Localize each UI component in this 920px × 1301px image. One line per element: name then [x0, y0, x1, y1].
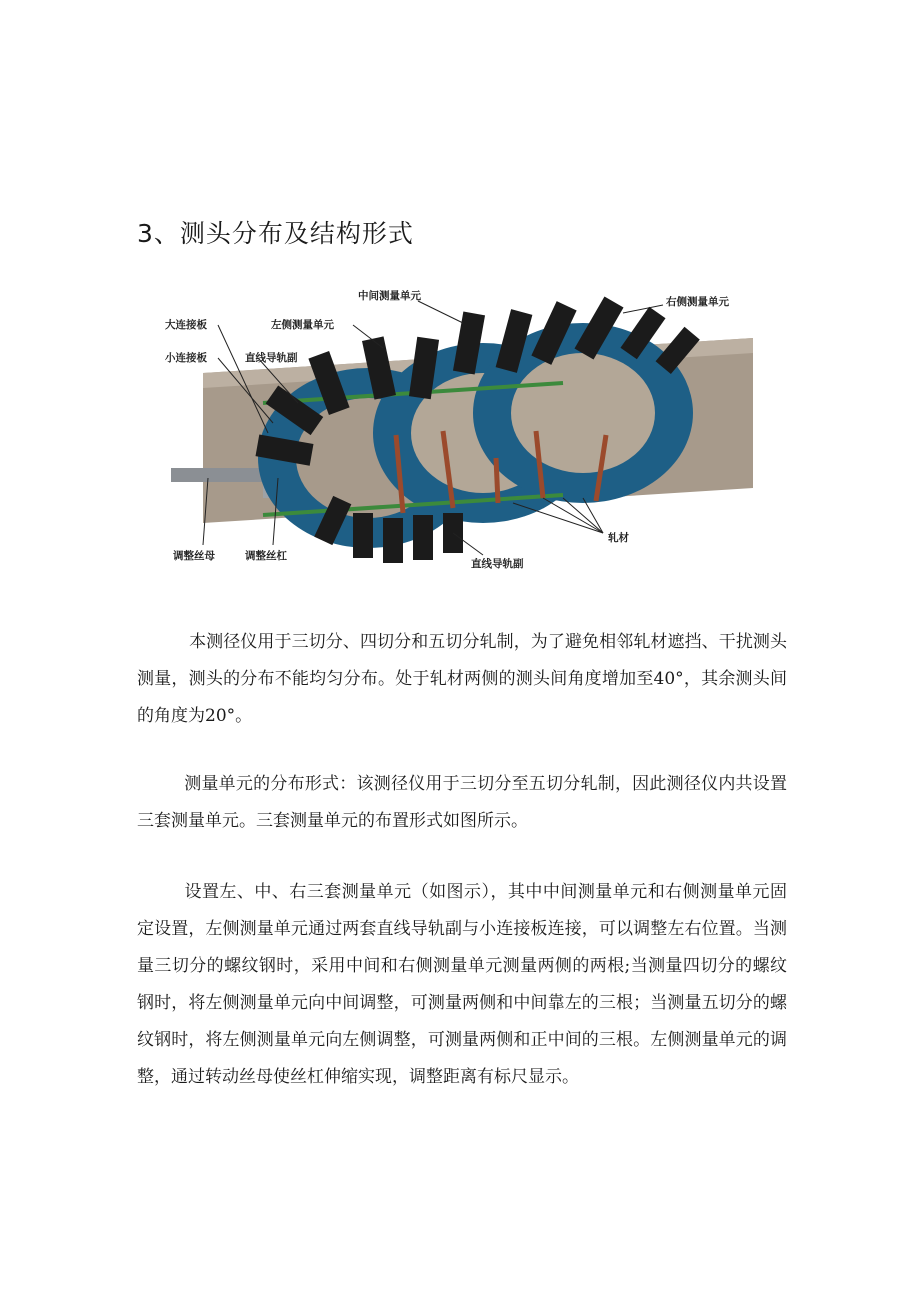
label-rolled-material: 轧材	[608, 532, 629, 544]
label-right-unit: 右侧测量单元	[666, 296, 729, 308]
rolled-rod	[496, 458, 498, 503]
label-small-plate: 小连接板	[165, 352, 207, 364]
label-linear-rail-bottom: 直线导轨副	[471, 558, 524, 570]
paragraph-unit-adjustment: 设置左、中、右三套测量单元（如图示），其中中间测量单元和右侧测量单元固定设置，左侧测量单元通过两套直线导轨副与小连接板连接，可以调整左右位置。当测量三切分的螺纹钢时，采用中间和右侧测量单元测量两侧的两根;当测量四切分的螺纹钢时，将左侧测量单元向中间调整，可测量两侧和中间靠左的三根；当测量五切分的螺纹钢时，将左侧测量单元向左侧调整，可测量两侧和正中间的三根。左侧测量单元的调整，通过转动丝母使丝杠伸缩实现，调整距离有标尺显示。	[137, 882, 787, 1087]
label-linear-rail-top: 直线导轨副	[245, 352, 298, 364]
label-left-unit: 左侧测量单元	[271, 319, 334, 331]
section-heading: 3、测头分布及结构形式	[137, 219, 414, 248]
label-center-unit: 中间测量单元	[358, 290, 421, 302]
label-adjusting-screw: 调整丝杠	[245, 550, 287, 562]
paragraph-probe-distribution: 本测径仪用于三切分、四切分和五切分轧制，为了避免相邻轧材遮挡、干扰测头测量，测头的分布不能均匀分布。处于轧材两侧的测头间角度增加至40°，其余测头间的角度为20°。	[137, 632, 787, 726]
label-big-plate: 大连接板	[165, 319, 207, 331]
label-adjusting-nut: 调整丝母	[173, 550, 215, 562]
paragraph-unit-layout: 测量单元的分布形式：该测径仪用于三切分至五切分轧制，因此测径仪内共设置三套测量单元。三套测量单元的布置形式如图所示。	[137, 774, 787, 831]
figure-illustration	[163, 283, 763, 578]
measuring-unit-figure	[163, 283, 763, 578]
